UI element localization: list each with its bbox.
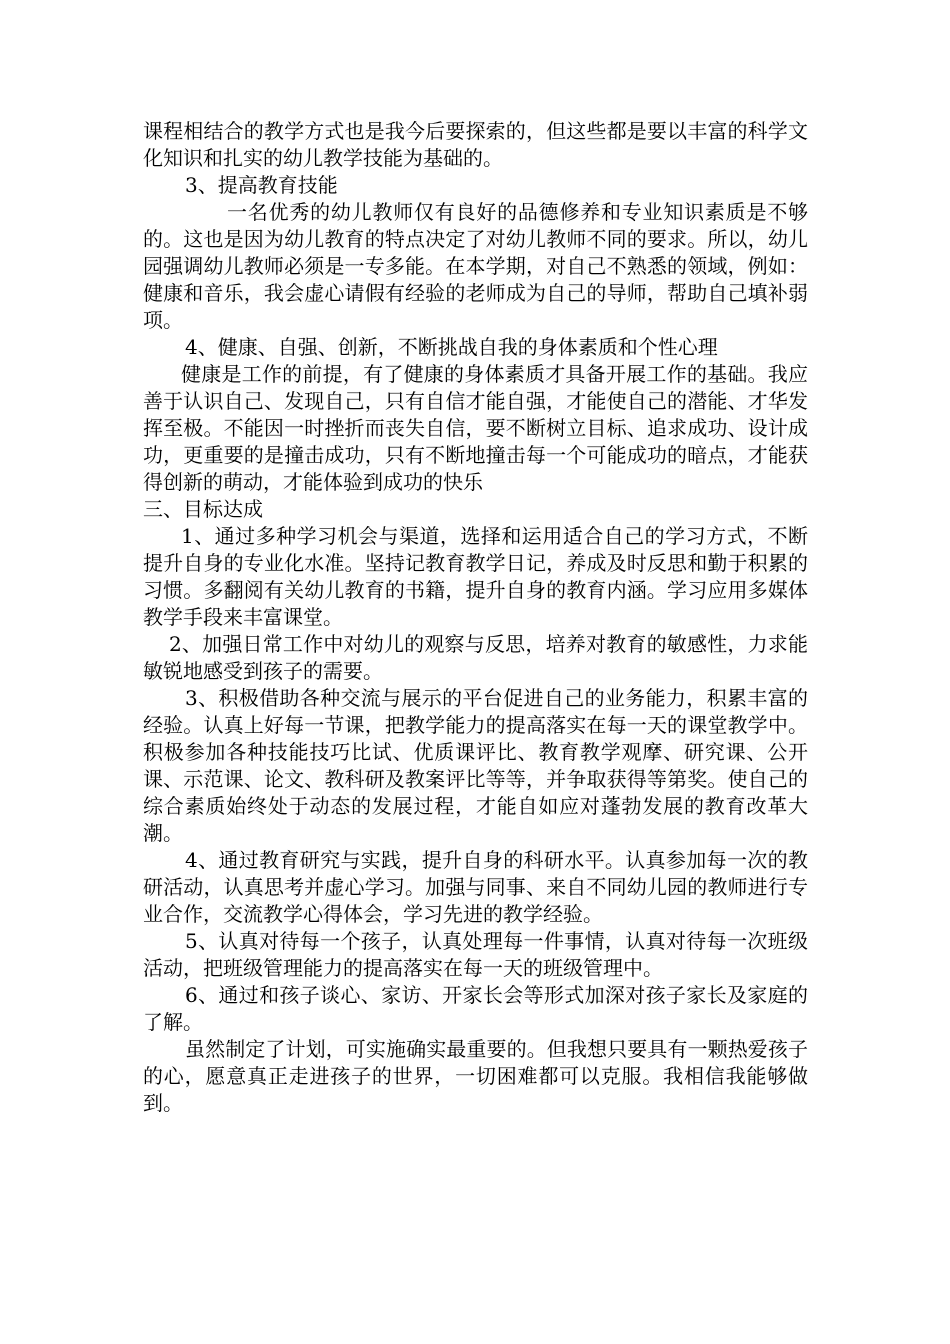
paragraph-goal-3: 3、积极借助各种交流与展示的平台促进自己的业务能力，积累丰富的经验。认真上好每一节课，把教学能力的提高落实在每一天的课堂教学中。积极参加各种技能技巧比试、优质课评比、教育教学观摩、研究课、公开课、示范课、论文、教科研及教案评比等等，并争取获得等第奖。使自己的综合素质始终处于动态的发展过程，才能自如应对蓬勃发展的教育改革大潮。	[143, 686, 808, 845]
paragraph-goal-2: 2、加强日常工作中对幼儿的观察与反思，培养对教育的敏感性，力求能敏锐地感受到孩子的需要。	[143, 632, 808, 683]
paragraph-continuation: 课程相结合的教学方式也是我今后要探索的，但这些都是要以丰富的科学文化知识和扎实的幼儿教学技能为基础的。	[143, 119, 808, 170]
section-heading-goals: 三、目标达成	[143, 497, 263, 521]
paragraph-conclusion: 虽然制定了计划，可实施确实最重要的。但我想只要具有一颗热爱孩子的心，愿意真正走进孩子的世界，一切困难都可以克服。我相信我能够做到。	[143, 1037, 808, 1115]
paragraph-goal-5: 5、认真对待每一个孩子，认真处理每一件事情，认真对待每一次班级活动，把班级管理能力的提高落实在每一天的班级管理中。	[143, 929, 808, 980]
document-page	[143, 118, 808, 1117]
heading-health: 4、健康、自强、创新，不断挑战自我的身体素质和个性心理	[185, 335, 718, 359]
paragraph-goal-1: 1、通过多种学习机会与渠道，选择和运用适合自己的学习方式，不断提升自身的专业化水准。坚持记教育教学日记，养成及时反思和勤于积累的习惯。多翻阅有关幼儿教育的书籍，提升自身的教育内涵。学习应用多媒体教学手段来丰富课堂。	[143, 524, 808, 629]
paragraph-skills: 一名优秀的幼儿教师仅有良好的品德修养和专业知识素质是不够的。这也是因为幼儿教育的特点决定了对幼儿教师不同的要求。所以，幼儿园强调幼儿教师必须是一专多能。在本学期，对自己不熟悉的领域，例如：健康和音乐，我会虚心请假有经验的老师成为自己的导师，帮助自己填补弱项。	[143, 200, 808, 332]
paragraph-goal-6: 6、通过和孩子谈心、家访、开家长会等形式加深对孩子家长及家庭的了解。	[143, 983, 808, 1034]
heading-improve-skills: 3、提高教育技能	[185, 173, 338, 197]
paragraph-goal-4: 4、通过教育研究与实践，提升自身的科研水平。认真参加每一次的教研活动，认真思考并虚心学习。加强与同事、来自不同幼儿园的教师进行专业合作，交流教学心得体会，学习先进的教学经验。	[143, 848, 808, 926]
paragraph-health: 健康是工作的前提，有了健康的身体素质才具备开展工作的基础。我应善于认识自己、发现自己，只有自信才能自强，才能使自己的潜能、才华发挥至极。不能因一时挫折而丧失自信，要不断树立目标、追求成功、设计成功，更重要的是撞击成功，只有不断地撞击每一个可能成功的暗点，才能获得创新的萌动，才能体验到成功的快乐	[143, 362, 808, 494]
